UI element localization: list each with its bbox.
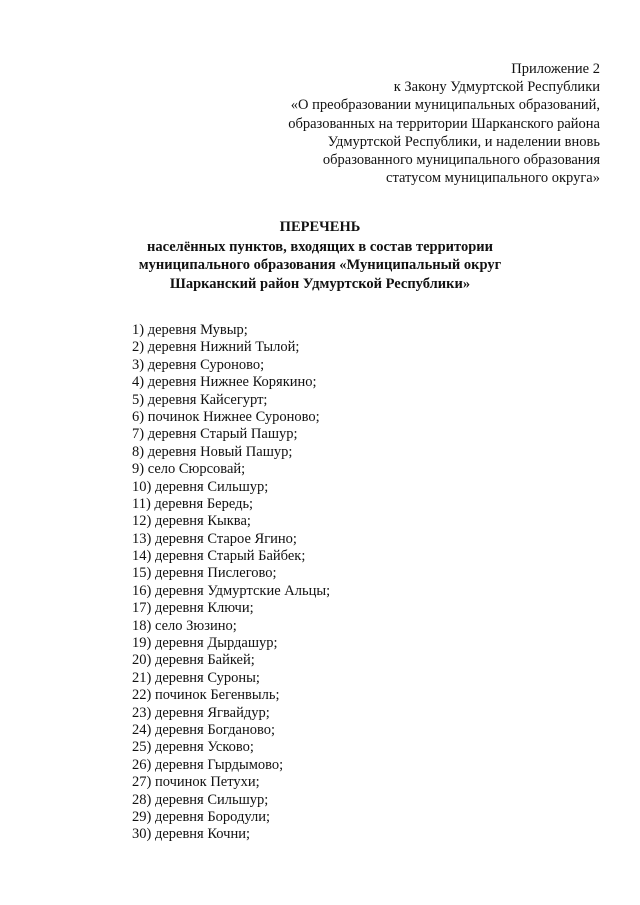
list-item: 7) деревня Старый Пашур; [132,426,298,443]
title-line: муниципального образования «Муниципальный округ [138,257,502,273]
title-heading: ПЕРЕЧЕНЬ [279,219,361,235]
title-line: населённых пунктов, входящих в состав территории [147,238,493,255]
list-item: 14) деревня Старый Байбек; [132,548,306,565]
list-item: 6) починок Нижнее Суроново; [132,408,320,425]
list-item: 28) деревня Сильшур; [132,791,269,808]
list-item: 29) деревня Бородули; [132,808,271,825]
settlement-list [132,322,552,844]
list-item: 1) деревня Мувыр; [132,322,248,338]
list-item: 5) деревня Кайсегурт; [132,391,268,408]
list-item: 8) деревня Новый Пашур; [132,443,293,460]
list-item: 23) деревня Ягвайдур; [132,704,270,721]
title-line: Шарканский район Удмуртской Республики» [169,275,471,292]
list-item: 13) деревня Старое Ягино; [132,530,297,547]
appendix-line: Приложение 2 [511,61,600,77]
list-item: 30) деревня Кочни; [132,826,251,843]
list-item: 21) деревня Суроны; [132,669,260,686]
appendix-header [240,60,600,187]
document-title [0,218,640,293]
list-item: 16) деревня Удмуртские Альцы; [132,582,331,599]
list-item: 18) село Зюзино; [132,617,237,634]
list-item: 12) деревня Кыква; [132,513,251,530]
list-item: 26) деревня Гырдымово; [132,756,284,773]
appendix-line: образованного муниципального образования [322,152,600,169]
list-item: 10) деревня Сильшур; [132,478,269,495]
appendix-line: статусом муниципального округа» [386,170,600,187]
list-item: 22) починок Бегенвыль; [132,687,280,704]
list-item: 20) деревня Байкей; [132,652,255,669]
list-item: 4) деревня Нижнее Корякино; [132,374,317,391]
list-item: 3) деревня Суроново; [132,356,265,373]
list-item: 24) деревня Богданово; [132,721,276,738]
list-item: 11) деревня Бередь; [132,495,254,512]
appendix-line: к Закону Удмуртской Республики [393,79,600,96]
list-item: 19) деревня Дырдашур; [132,635,278,652]
list-item: 17) деревня Ключи; [132,600,254,617]
list-item: 27) починок Петухи; [132,774,260,791]
list-item: 15) деревня Пислегово; [132,565,277,582]
appendix-line: Удмуртской Республики, и наделении вновь [327,133,600,150]
list-item: 25) деревня Усково; [132,739,254,756]
list-item: 2) деревня Нижний Тылой; [132,339,300,356]
appendix-line: «О преобразовании муниципальных образований, [290,97,600,114]
appendix-line: образованных на территории Шарканского района [288,115,600,132]
list-item: 9) село Сюрсовай; [132,461,246,478]
